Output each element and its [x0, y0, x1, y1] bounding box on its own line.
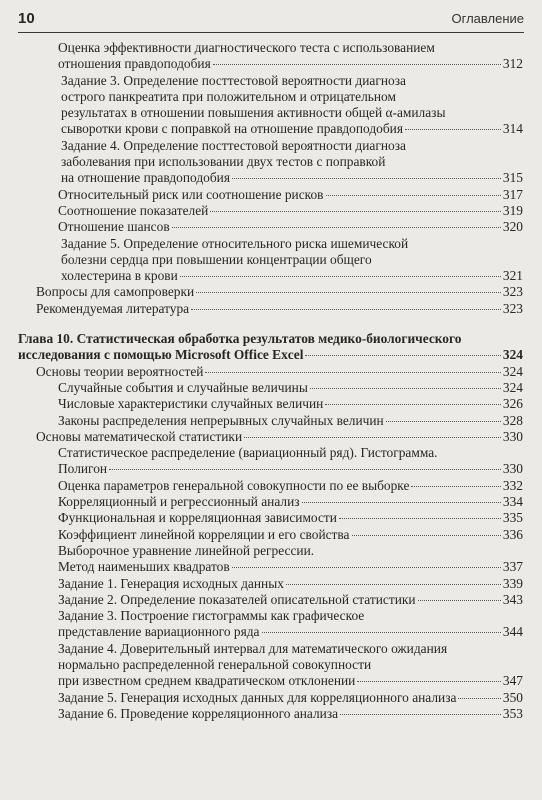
- toc-entry: [58, 413, 523, 429]
- toc-page-number: 337: [502, 559, 523, 575]
- dot-leader: [286, 584, 501, 585]
- toc-page-number: 335: [502, 510, 523, 526]
- toc-entry-last-line: [58, 673, 523, 689]
- toc-entry-last-line: [58, 461, 523, 477]
- toc-entry-text-line: Задание 6. Проведение корреляционного анализа: [58, 705, 339, 721]
- toc-entry-text-line: сыворотки крови с поправкой на отношение правдоподобия: [61, 121, 403, 137]
- toc-entry-text-line: Основы математической статистики: [36, 428, 243, 444]
- toc-entry-text-line: Коэффициент линейной корреляции и его свойства: [58, 526, 350, 542]
- toc-entry: [58, 510, 523, 526]
- toc-page-number: 347: [502, 673, 523, 689]
- toc-page-number: 324: [502, 379, 523, 395]
- toc-entry: [58, 40, 523, 73]
- toc-entry-last-line: [58, 219, 523, 235]
- toc-entry: [61, 138, 523, 187]
- toc-entry-last-line: [18, 347, 523, 363]
- toc-entry-text-line: Задание 3. Построение гистограммы как графическое: [58, 608, 365, 624]
- toc-entry-last-line: [58, 576, 523, 592]
- dot-leader: [244, 437, 501, 438]
- dot-leader: [411, 486, 501, 487]
- toc-entry-text-line: на отношение правдоподобия: [61, 170, 230, 186]
- toc-entry-last-line: [36, 301, 523, 317]
- toc-entry-last-line: [58, 478, 523, 494]
- page-header: [18, 8, 524, 33]
- toc-page-number: 330: [502, 428, 523, 444]
- toc-entry: [58, 543, 523, 576]
- toc-entry-text-line: исследования с помощью Microsoft Office Excel: [18, 347, 304, 363]
- dot-leader: [109, 469, 501, 470]
- toc-entry-text-line: Глава 10. Статистическая обработка результатов медико-биологического: [18, 331, 462, 347]
- toc-page-number: 323: [502, 284, 523, 300]
- dot-leader: [458, 698, 500, 699]
- dot-leader: [339, 518, 501, 519]
- toc-entry-text-line: Функциональная и корреляционная зависимости: [58, 510, 337, 526]
- toc-entry-text-line: при известном среднем квадратическом отклонении: [58, 673, 356, 689]
- toc-entry-text-line: Статистическое распределение (вариационный ряд). Гистограмма.: [58, 445, 438, 461]
- toc-page-number: 315: [502, 170, 523, 186]
- toc-entry-last-line: [61, 268, 523, 284]
- dot-leader: [352, 535, 501, 536]
- dot-leader: [210, 211, 501, 212]
- toc-entry-last-line: [58, 706, 523, 722]
- toc-entry-last-line: [58, 690, 523, 706]
- toc-entry: [58, 527, 523, 543]
- toc-entry-text-line: Основы теории вероятностей: [36, 363, 204, 379]
- toc-entry-text-line: заболевания при использовании двух тестов с поправкой: [61, 154, 386, 170]
- dot-leader: [357, 681, 501, 682]
- toc-entry-text-line: Числовые характеристики случайных величин: [58, 396, 324, 412]
- table-of-contents: [0, 40, 542, 722]
- dot-leader: [180, 276, 501, 277]
- dot-leader: [302, 502, 501, 503]
- toc-entry-last-line: [58, 624, 523, 640]
- toc-entry-text-line: Оценка параметров генеральной совокупности по ее выборке: [58, 477, 410, 493]
- toc-page-number: 332: [502, 477, 523, 493]
- toc-entry-last-line: [36, 429, 523, 445]
- toc-entry-last-line: [58, 510, 523, 526]
- toc-entry-last-line: [61, 170, 523, 186]
- toc-page-number: 353: [502, 705, 523, 721]
- toc-entry: [61, 236, 523, 285]
- toc-entry: [58, 690, 523, 706]
- toc-entry-last-line: [61, 121, 523, 137]
- toc-entry-last-line: [36, 364, 523, 380]
- toc-entry: [61, 73, 523, 138]
- toc-entry-text-line: Задание 5. Определение относительного риска ишемической: [61, 235, 409, 251]
- toc-page-number: 321: [502, 268, 523, 284]
- toc-entry: [58, 187, 523, 203]
- toc-entry: [58, 445, 523, 478]
- page-number: 10: [18, 10, 35, 27]
- toc-entry: [36, 284, 523, 300]
- toc-page-number: 328: [502, 412, 523, 428]
- toc-entry: [58, 219, 523, 235]
- dot-leader: [340, 714, 501, 715]
- dot-leader: [213, 64, 501, 65]
- toc-entry-text-line: Задание 3. Определение посттестовой вероятности диагноза: [61, 72, 406, 88]
- dot-leader: [172, 227, 501, 228]
- running-title: Оглавление: [451, 11, 524, 26]
- dot-leader: [305, 355, 500, 356]
- toc-entry-last-line: [58, 396, 523, 412]
- toc-entry-text-line: Отношение шансов: [58, 219, 170, 235]
- toc-entry: [58, 608, 523, 641]
- toc-page-number: 343: [502, 591, 523, 607]
- toc-entry-text-line: Соотношение показателей: [58, 202, 209, 218]
- toc-entry-last-line: [58, 187, 523, 203]
- toc-entry-text-line: Задание 5. Генерация исходных данных для корреляционного анализа: [58, 689, 457, 705]
- toc-page-number: 320: [502, 219, 523, 235]
- toc-entry-text-line: Выборочное уравнение линейной регрессии.: [58, 542, 315, 558]
- toc-entry: [36, 429, 523, 445]
- toc-entry: [58, 592, 523, 608]
- toc-entry-text-line: Законы распределения непрерывных случайных величин: [58, 412, 384, 428]
- dot-leader: [405, 129, 501, 130]
- toc-entry: [58, 380, 523, 396]
- toc-entry-text-line: отношения правдоподобия: [58, 56, 211, 72]
- toc-entry: [58, 706, 523, 722]
- toc-page-number: 323: [502, 300, 523, 316]
- toc-entry-last-line: [58, 203, 523, 219]
- toc-entry-text-line: Задание 2. Определение показателей описательной статистики: [58, 591, 416, 607]
- dot-leader: [262, 632, 501, 633]
- toc-entry-text-line: Задание 4. Определение посттестовой вероятности диагноза: [61, 137, 406, 153]
- toc-entry-text-line: Оценка эффективности диагностического теста с использованием: [58, 40, 435, 55]
- toc-entry-last-line: [58, 592, 523, 608]
- toc-page-number: 350: [502, 689, 523, 705]
- dot-leader: [196, 292, 501, 293]
- toc-entry-last-line: [58, 527, 523, 543]
- dot-leader: [232, 178, 501, 179]
- toc-entry: [58, 494, 523, 510]
- toc-entry-last-line: [58, 56, 523, 72]
- toc-entry-text-line: Рекомендуемая литература: [36, 300, 190, 316]
- dot-leader: [310, 388, 501, 389]
- toc-entry-last-line: [58, 380, 523, 396]
- toc-page-number: 314: [502, 121, 523, 137]
- toc-entry-text-line: нормально распределенной генеральной совокупности: [58, 656, 372, 672]
- toc-entry-last-line: [58, 413, 523, 429]
- toc-entry-text-line: холестерина в крови: [61, 268, 178, 284]
- toc-entry: [58, 396, 523, 412]
- dot-leader: [205, 372, 500, 373]
- toc-entry-text-line: Относительный риск или соотношение рисков: [58, 186, 324, 202]
- toc-entry: [36, 364, 523, 380]
- toc-page-number: 326: [502, 396, 523, 412]
- toc-page-number: 336: [502, 526, 523, 542]
- toc-page-number: 324: [502, 347, 523, 363]
- toc-page-number: 339: [502, 575, 523, 591]
- dot-leader: [191, 309, 501, 310]
- dot-leader: [386, 421, 501, 422]
- toc-page-number: 312: [502, 56, 523, 72]
- toc-entry-text-line: Вопросы для самопроверки: [36, 284, 195, 300]
- toc-entry-last-line: [36, 284, 523, 300]
- chapter-heading: [18, 331, 523, 364]
- toc-entry-text-line: результатах в отношении повышения активности общей α-амилазы: [61, 105, 446, 121]
- toc-entry: [58, 576, 523, 592]
- toc-entry-text-line: болезни сердца при повышении концентрации общего: [61, 251, 372, 267]
- toc-entry: [58, 203, 523, 219]
- toc-entry-last-line: [58, 494, 523, 510]
- toc-entry-last-line: [58, 559, 523, 575]
- dot-leader: [418, 600, 501, 601]
- toc-page-number: 334: [502, 494, 523, 510]
- toc-entry: [58, 478, 523, 494]
- toc-entry-text-line: Полигон: [58, 461, 108, 477]
- toc-entry-text-line: представление вариационного ряда: [58, 624, 260, 640]
- toc-entry: [36, 301, 523, 317]
- toc-entry-text-line: Задание 1. Генерация исходных данных: [58, 575, 284, 591]
- toc-page-number: 330: [502, 461, 523, 477]
- toc-page-number: 317: [502, 186, 523, 202]
- toc-page-number: 344: [502, 624, 523, 640]
- toc-page-number: 319: [502, 202, 523, 218]
- dot-leader: [232, 567, 501, 568]
- toc-entry-text-line: острого панкреатита при положительном и отрицательном: [61, 88, 396, 104]
- toc-entry-text-line: Случайные события и случайные величины: [58, 379, 308, 395]
- dot-leader: [326, 195, 501, 196]
- toc-entry: [58, 641, 523, 690]
- toc-page-number: 324: [502, 363, 523, 379]
- dot-leader: [325, 404, 501, 405]
- toc-entry-text-line: Задание 4. Доверительный интервал для математического ожидания: [58, 640, 448, 656]
- toc-entry-text-line: Корреляционный и регрессионный анализ: [58, 494, 300, 510]
- toc-entry-text-line: Метод наименьших квадратов: [58, 559, 230, 575]
